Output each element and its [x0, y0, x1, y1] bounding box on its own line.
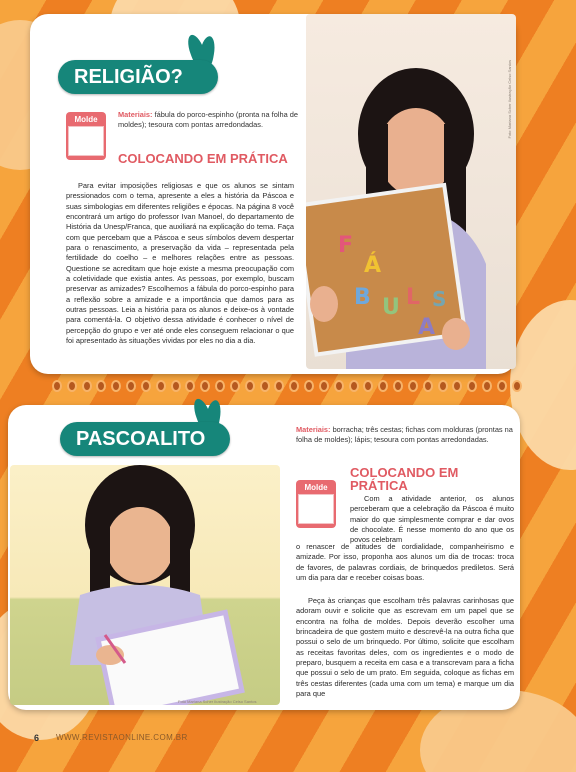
body-paragraph: o renascer de atitudes de cordialidade, companheirismo e amizade. Por isso, proponha aos alunos um dia de trocas: troca de favores, de palavras cordiais, de brinquedos prediletos. Será um dia para dar e receber coisas boas. [296, 542, 514, 583]
section-title-religiao: RELIGIÃO? [58, 60, 218, 94]
molde-label: Molde [304, 483, 328, 492]
photo-credit: Foto Mariana Scher Ilustração Celso Santos [178, 699, 257, 704]
site-url[interactable]: WWW.REVISTAONLINE.COM.BR [56, 733, 188, 742]
materials-text [118, 110, 302, 130]
materials-list: fábula do porco-espinho (pronta na folha de moldes); tesoura com pontas arredondadas. [118, 110, 298, 129]
materials-text [296, 425, 514, 445]
materials-label: Materiais: [118, 110, 153, 119]
book-letter: A [418, 315, 436, 340]
girl-with-book-illustration [306, 14, 516, 369]
book-letter: Á [364, 253, 382, 278]
molde-label: Molde [74, 115, 98, 124]
section-heading: COLOCANDO EM PRÁTICA [118, 151, 288, 166]
section-title-pascoalito: PASCOALITO [60, 422, 230, 456]
egg-border-divider [52, 380, 522, 394]
molde-badge [296, 480, 336, 528]
molde-badge [66, 112, 106, 160]
girl-with-book-photo [306, 14, 516, 369]
photo-credit: Foto Mariana Scher Ilustração Celso Santos [507, 60, 512, 139]
body-paragraph: Com a atividade anterior, os alunos perceberam que a celebração da Páscoa é muito maior do que simplesmente comprar e dar ovos de chocolate. É nesse momento do ano que os povos celebram [350, 494, 514, 545]
book-letter: L [406, 285, 421, 310]
molde-thumbnail [68, 126, 104, 156]
molde-thumbnail [298, 494, 334, 524]
section-heading: COLOCANDO EM PRÁTICA [350, 465, 459, 493]
materials-list: borracha; três cestas; fichas com molduras (prontas na folha de moldes); lápis; tesoura com pontas arredondadas. [296, 425, 513, 444]
book-letter: S [432, 287, 447, 311]
girl-drawing-photo [10, 465, 280, 705]
body-paragraph: Peça às crianças que escolham três palavras carinhosas que adoram ouvir e solicite que as escrevam em um papel que se encontra na folha de moldes. Depois deverão escolher uma brincadeira de que gostem muito e descrevê-la na outra ficha que possui o selo de um brinquedo. Por último, solicite que escolham as receitas favoritas deles, com os ingredientes e o modo de preparo, busquem a receita em casa e a transcrevam para a ficha que possui o selo de um prato. Em seguida, coloque as fichas em três cestas diferentes (cada uma com um tema) e marque um dia para que [296, 596, 514, 699]
book-letter: U [382, 295, 400, 320]
body-paragraph: Para evitar imposições religiosas e que os alunos se sintam pressionados com o tema, apresente a eles a história da Páscoa e suas simbologias em diferentes religiões e épocas. Na página 8 você encontrará um artigo do professor Ivan Manoel, do departamento de História da Unesp/Franca, que auxiliará na explicação do tema. Faça com que percebam que a Páscoa e seus símbolos devem despertar para o renascimento, a preservação da vida – representada pela fertilidade do coelho – e melhores relações entre as pessoas. Questione se acreditam que hoje existe a mesma preocupação com a coletividade que existia antes. As pessoas, por exemplo, buscam preservar as amizades? Escolhemos a fábula do porco-espinho para a reflexão sobre a amizade e a importância que damos para as outras pessoas. Leia a história para os alunos e deixe-os à vontade para comentá-la. O objetivo dessa atividade é conhecer o nível de percepção do grupo e ver até onde eles conseguem relacionar o que foi apresentado às situações vividas por eles no dia a dia. [66, 181, 294, 346]
book-letter: F [338, 233, 354, 258]
book-letter: B [354, 285, 371, 310]
materials-label: Materiais: [296, 425, 331, 434]
girl-drawing-illustration [10, 465, 280, 705]
page-number: 6 [34, 733, 40, 743]
